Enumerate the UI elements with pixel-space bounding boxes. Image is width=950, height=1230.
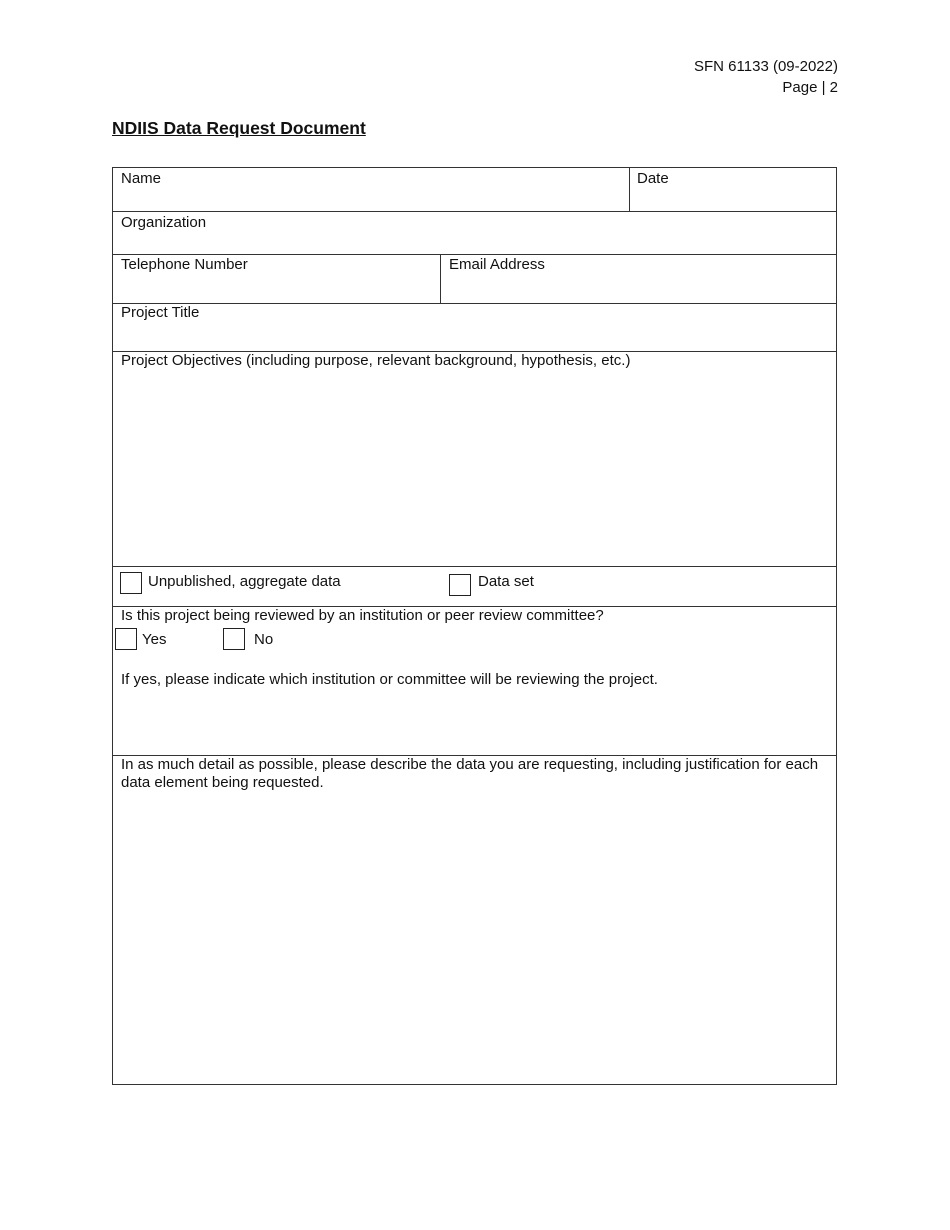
date-label: Date [637,170,669,187]
phone-email-divider [440,254,441,303]
project-title-label: Project Title [121,304,200,321]
row-divider [113,211,836,212]
review-yes-label: Yes [142,631,167,648]
telephone-label: Telephone Number [121,256,248,273]
name-date-divider [629,168,630,211]
data-set-label: Data set [478,573,534,590]
request-form [112,167,837,1085]
review-followup: If yes, please indicate which institution or committee will be reviewing the project. [121,671,658,688]
row-divider [113,303,836,304]
data-set-checkbox[interactable] [449,574,471,596]
review-yes-checkbox[interactable] [115,628,137,650]
project-objectives-label: Project Objectives (including purpose, relevant background, hypothesis, etc.) [121,352,631,369]
data-description-prompt: In as much detail as possible, please describe the data you are requesting, including justification for each data element being requested. [121,756,819,791]
organization-label: Organization [121,214,207,231]
aggregate-data-checkbox[interactable] [120,572,142,594]
name-label: Name [121,170,162,187]
page-number: Page | 2 [782,79,838,96]
review-question: Is this project being reviewed by an institution or peer review committee? [121,607,604,624]
review-no-label: No [254,631,274,648]
row-divider [113,254,836,255]
form-header [694,56,838,98]
document-title: NDIIS Data Request Document [112,118,366,138]
form-number: SFN 61133 (09-2022) [694,58,838,75]
row-divider [113,566,836,567]
email-label: Email Address [449,256,545,273]
aggregate-data-label: Unpublished, aggregate data [148,573,341,590]
review-no-checkbox[interactable] [223,628,245,650]
